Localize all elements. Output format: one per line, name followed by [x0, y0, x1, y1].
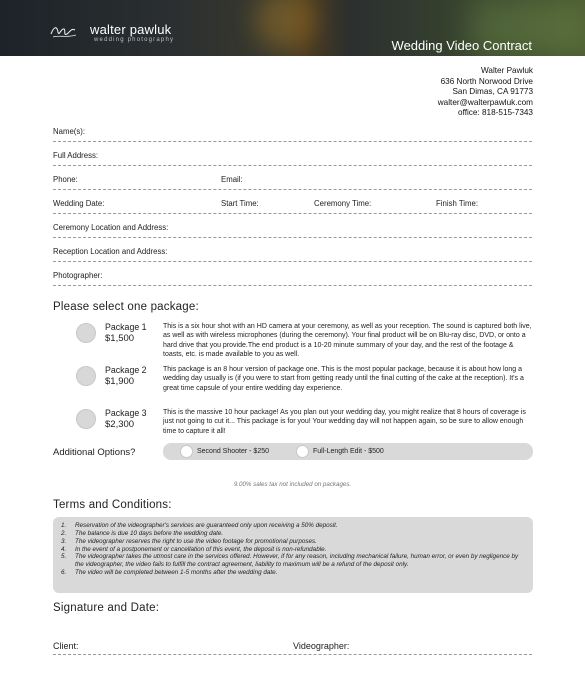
names-field[interactable]: [53, 124, 532, 142]
additional-options-label: Additional Options?: [53, 447, 136, 458]
term-item: [61, 553, 525, 569]
reception-location-label: Reception Location and Address:: [53, 247, 168, 256]
email-label[interactable]: Email:: [221, 175, 243, 184]
terms-list: [53, 517, 533, 593]
package-2-name: Package 2: [105, 365, 147, 375]
terms-heading: Terms and Conditions:: [53, 499, 172, 511]
package-1-radio[interactable]: [76, 323, 96, 343]
photographer-field[interactable]: [53, 268, 532, 286]
wedding-date-label[interactable]: Wedding Date:: [53, 199, 105, 208]
photographer-label: Photographer:: [53, 271, 103, 280]
term-text: The video will be completed between 1-5 months after the wedding date.: [75, 569, 278, 577]
term-item: [61, 546, 525, 554]
packages-heading: Please select one package:: [53, 301, 199, 313]
term-item: [61, 569, 525, 577]
term-text: The balance is due 10 days before the wedding date.: [75, 529, 224, 537]
phone-label[interactable]: Phone:: [53, 175, 78, 184]
package-3-description: This is the massive 10 hour package! As you plan out your wedding day, you might realize that 8 hours of coverage is just not going to cut it... This package is for you! Your wedding day will not happen again, so be sure to allow enough time to capture it all!: [163, 409, 526, 435]
package-option-3[interactable]: [76, 407, 536, 441]
reception-location-field[interactable]: [53, 244, 532, 262]
term-number: 5.: [61, 553, 67, 561]
contact-block: [438, 66, 533, 119]
second-shooter-label: Second Shooter - $250: [197, 448, 269, 455]
full-address-field[interactable]: [53, 148, 532, 166]
term-text: The videographer takes the utmost care in the services offered. However, if for any reason, including mechanical failure, human error, or even by negligence by the videographer, the video fails to fulfill the contract agreement, liability to maximum will be a refund of the deposit only.: [75, 553, 519, 569]
package-3-name: Package 3: [105, 408, 147, 418]
tax-note: 9.00% sales tax not included on packages.: [233, 481, 352, 488]
banner-light-spot: [255, 0, 315, 50]
ceremony-location-field[interactable]: [53, 220, 532, 238]
term-item: [61, 522, 525, 530]
signature-logo-icon: [49, 20, 79, 42]
term-number: 2.: [61, 529, 67, 537]
term-number: 4.: [61, 545, 67, 553]
package-3-radio[interactable]: [76, 409, 96, 429]
contact-phone: office: 818-515-7343: [458, 108, 533, 118]
full-length-edit-radio[interactable]: [296, 445, 309, 458]
contact-city: San Dimas, CA 91773: [452, 87, 533, 97]
package-2-description: This package is an 8 hour version of package one. This is the most popular package, because it is about how long a wedding day usually is (if you were to start from getting ready until the final cutting of the cake at the reception). It's a great time capsule of your entire wedding day experience.: [163, 366, 524, 392]
package-2-radio[interactable]: [76, 366, 96, 386]
client-signature-label[interactable]: Client:: [53, 641, 79, 651]
header-banner: [0, 0, 585, 56]
package-2-price: $1,900: [105, 376, 135, 387]
term-number: 6.: [61, 569, 67, 577]
term-text: The videographer reserves the right to use the video footage for promotional purposes.: [75, 537, 317, 545]
package-3-price: $2,300: [105, 419, 135, 430]
contact-street: 636 North Norwood Drive: [440, 76, 533, 86]
contact-name: Walter Pawluk: [480, 66, 533, 75]
package-1-description: This is a six hour shot with an HD camera at your ceremony, as well as your reception. The sound is captured both live, as well as with wireless microphones (during the ceremony). Your final product will be on Blu-ray disc, DVD, or onto a hard drive that you provide.The end product is a 10-20 minute summary of your day, and the rest of the footage & toasts, etc. is made available to you as well.: [163, 323, 532, 359]
ceremony-location-label: Ceremony Location and Address:: [53, 223, 169, 232]
names-label: Name(s):: [53, 127, 86, 136]
signature-heading: Signature and Date:: [53, 602, 160, 614]
brand-name: walter pawluk: [90, 22, 172, 37]
videographer-signature-label[interactable]: Videographer:: [293, 641, 350, 651]
second-shooter-radio[interactable]: [180, 445, 193, 458]
phone-email-row: [53, 172, 532, 190]
term-text: Reservation of the videographer's services are guaranteed only upon receiving a 50% deposit.: [75, 522, 338, 529]
ceremony-time-label[interactable]: Ceremony Time:: [314, 199, 372, 208]
term-item: [61, 530, 525, 538]
full-length-edit-label: Full-Length Edit - $500: [313, 448, 384, 455]
date-times-row: [53, 196, 532, 214]
signature-row: [53, 640, 532, 655]
package-option-1[interactable]: [76, 321, 536, 359]
term-number: 3.: [61, 537, 67, 545]
start-time-label[interactable]: Start Time:: [221, 199, 259, 208]
package-option-2[interactable]: [76, 364, 536, 398]
contact-email: walter@walterpawluk.com: [437, 97, 533, 107]
finish-time-label[interactable]: Finish Time:: [436, 199, 479, 208]
document-title: Wedding Video Contract: [391, 38, 532, 53]
brand-subtitle: wedding photography: [94, 37, 175, 43]
full-address-label: Full Address:: [53, 151, 99, 160]
term-item: [61, 538, 525, 546]
additional-options-box: [163, 443, 533, 460]
term-number: 1.: [61, 522, 67, 529]
package-1-name: Package 1: [105, 322, 147, 332]
package-1-price: $1,500: [105, 333, 135, 344]
term-text: In the event of a postponement or cancellation of this event, the deposit is non-refundable.: [75, 545, 327, 553]
